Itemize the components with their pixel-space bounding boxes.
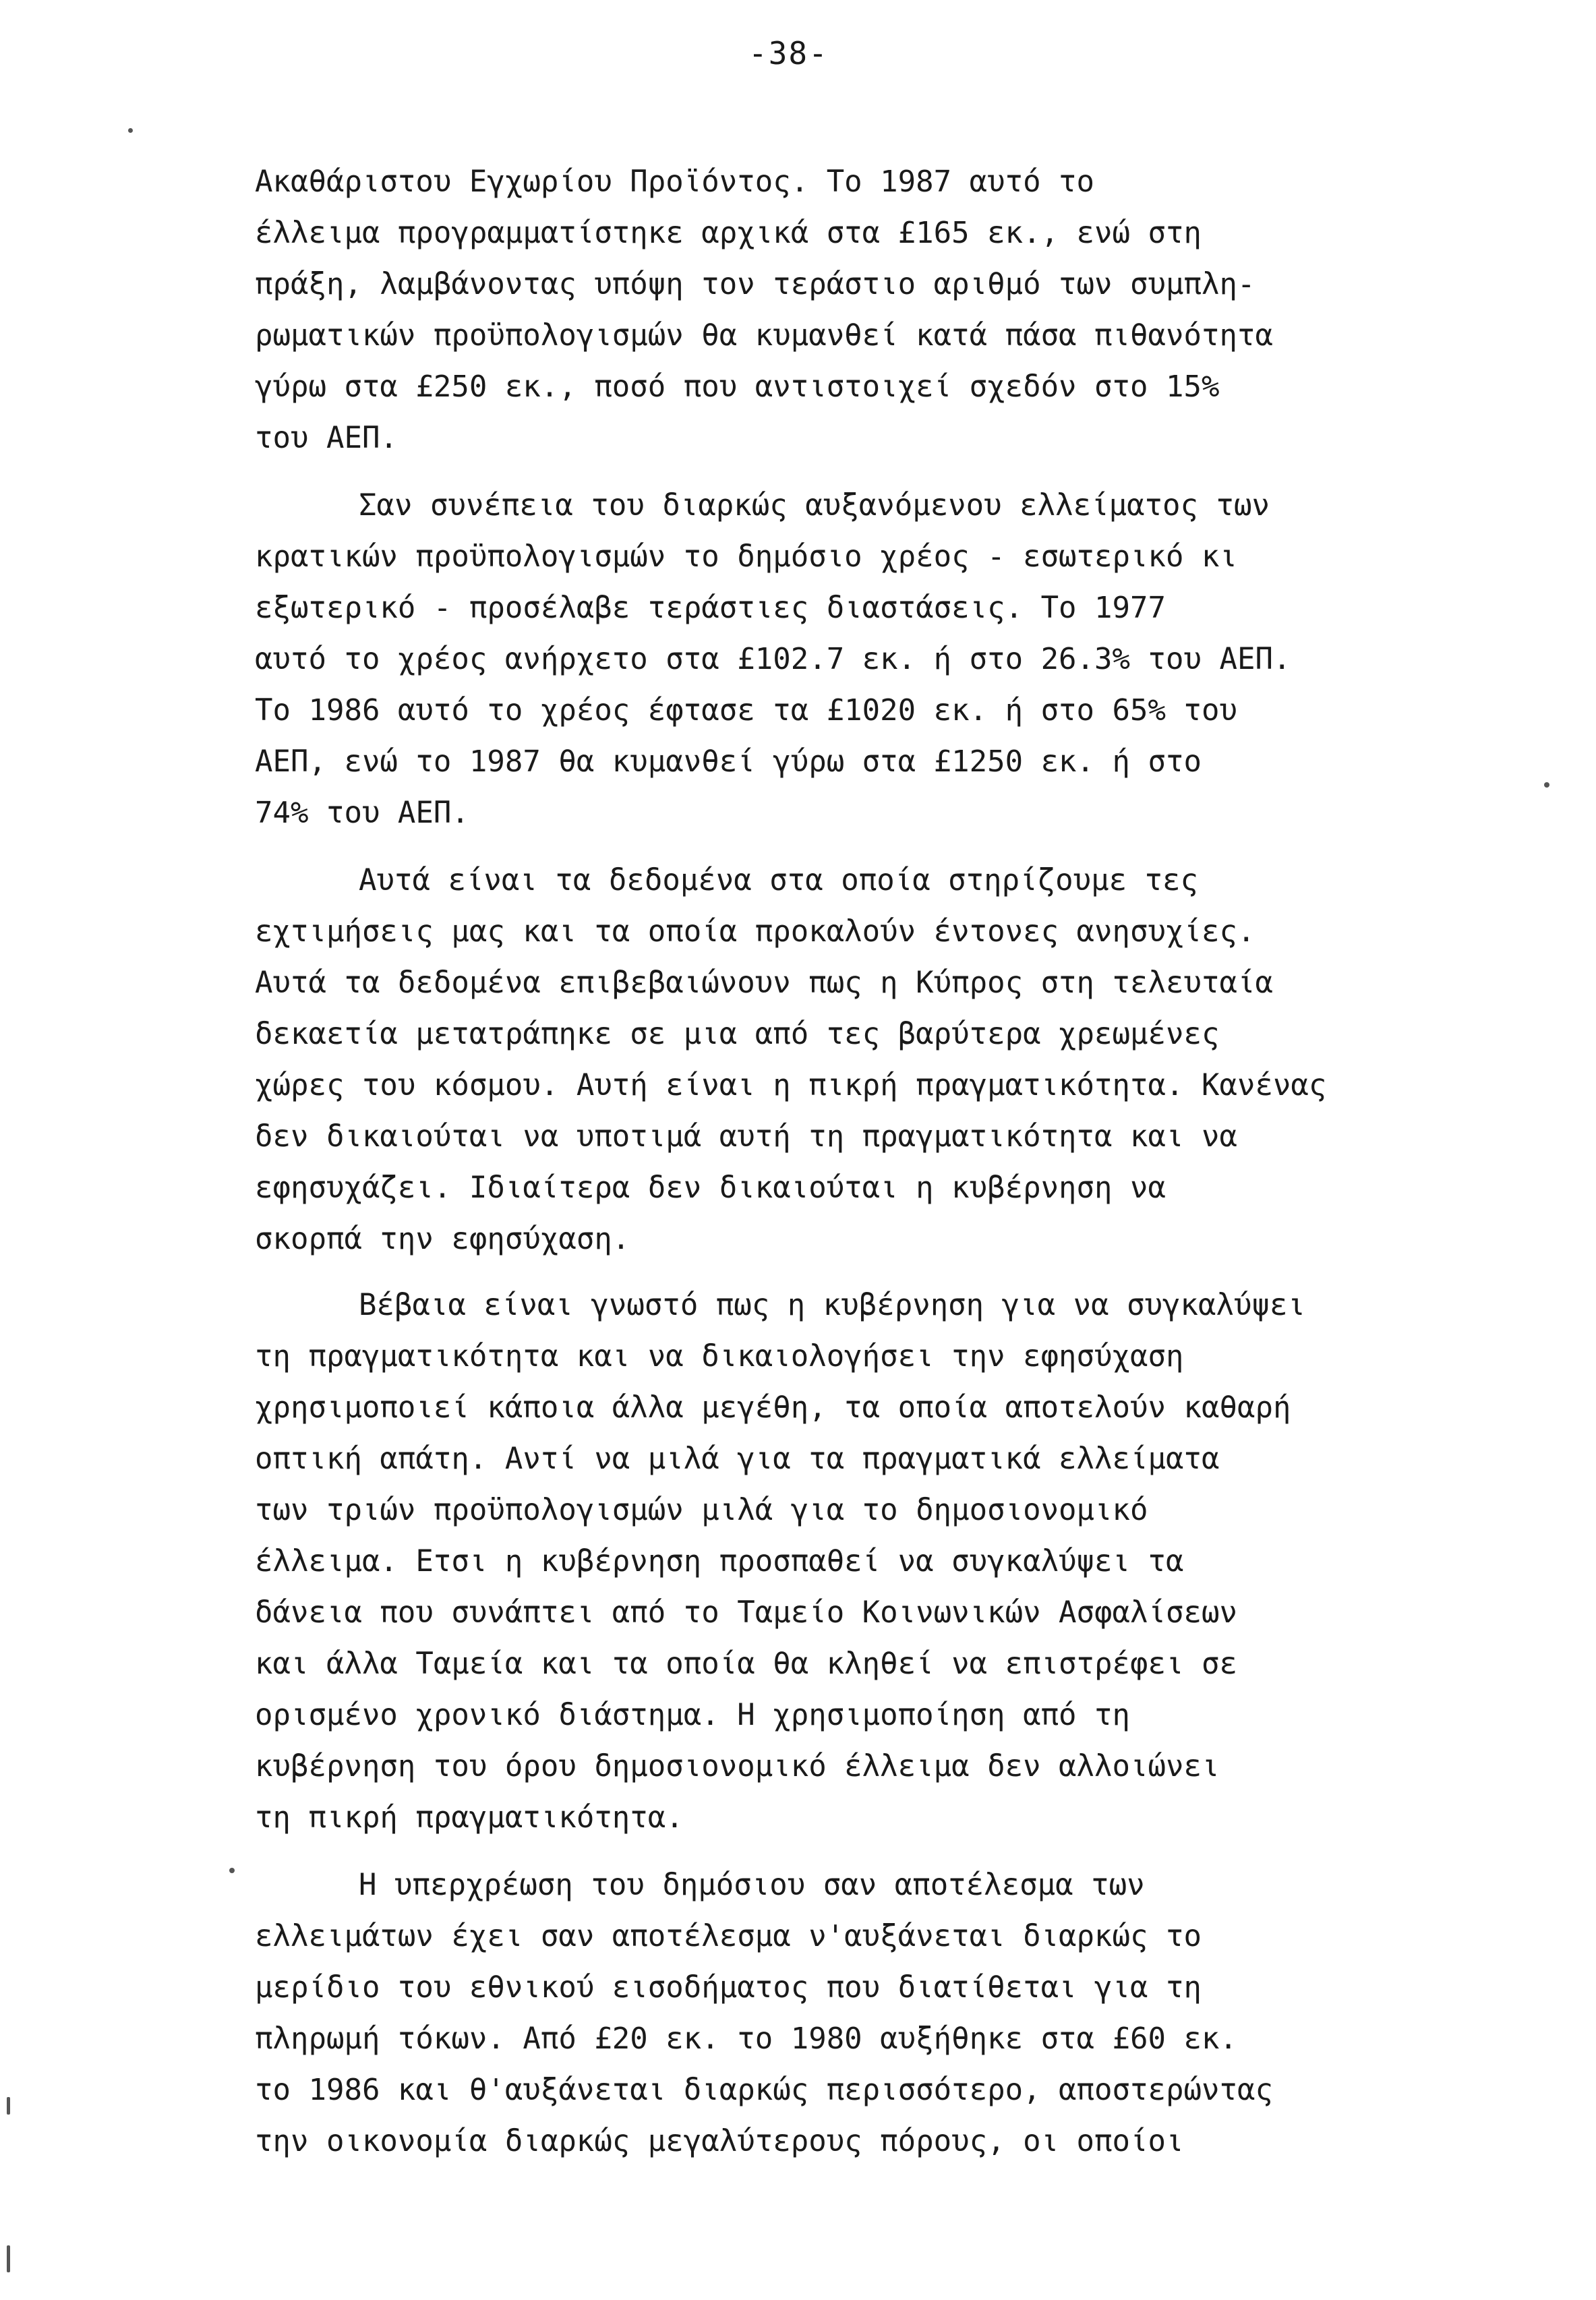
text-line: Η υπερχρέωση του δημόσιου σαν αποτέλεσμα των	[359, 1868, 1145, 1902]
text-line: τη πικρή πραγματικότητα.	[255, 1800, 684, 1835]
text-line: του ΑΕΠ.	[255, 421, 398, 455]
text-line: ορισμένο χρονικό διάστημα. Η χρησιμοποίηση από τη	[255, 1698, 1131, 1732]
text-line: εξωτερικό - προσέλαβε τεράστιες διαστάσεις. Το 1977	[255, 591, 1166, 625]
text-line: χρησιμοποιεί κάποια άλλα μεγέθη, τα οποία αποτελούν καθαρή	[255, 1390, 1291, 1425]
text-line: χώρες του κόσμου. Αυτή είναι η πικρή πραγματικότητα. Κανένας	[255, 1068, 1327, 1102]
scan-speck	[229, 1868, 235, 1873]
text-line: αυτό το χρέος ανήρχετο στα £102.7 εκ. ή στο 26.3% του ΑΕΠ.	[255, 642, 1291, 676]
paragraph-3	[255, 855, 1523, 1265]
text-line: εφησυχάζει. Ιδιαίτερα δεν δικαιούται η κυβέρνηση να	[255, 1171, 1166, 1205]
text-line: την οικονομία διαρκώς μεγαλύτερους πόρους, οι οποίοι	[255, 2124, 1184, 2158]
text-line: πληρωμή τόκων. Από £20 εκ. το 1980 αυξήθηκε στα £60 εκ.	[255, 2022, 1237, 2056]
text-line: δεν δικαιούται να υποτιμά αυτή τη πραγματικότητα και να	[255, 1119, 1237, 1154]
scan-speck	[7, 2245, 10, 2272]
text-line: Αυτά είναι τα δεδομένα στα οποία στηρίζουμε τες	[359, 863, 1199, 897]
text-line: κρατικών προϋπολογισμών το δημόσιο χρέος - εσωτερικό κι	[255, 539, 1237, 574]
text-line: έλλειμα προγραμματίστηκε αρχικά στα £165 εκ., ενώ στη	[255, 216, 1202, 250]
text-line: Βέβαια είναι γνωστό πως η κυβέρνηση για να συγκαλύψει	[359, 1288, 1305, 1322]
paragraph-1	[255, 156, 1523, 464]
text-line: πράξη, λαμβάνοντας υπόψη τον τεράστιο αριθμό των συμπλη-	[255, 267, 1255, 301]
text-line: και άλλα Ταμεία και τα οποία θα κληθεί να επιστρέφει σε	[255, 1647, 1237, 1681]
paragraph-5	[255, 1860, 1523, 2167]
text-line: ΑΕΠ, ενώ το 1987 θα κυμανθεί γύρω στα £1250 εκ. ή στο	[255, 744, 1202, 779]
scan-speck	[1544, 782, 1549, 788]
text-line: σκορπά την εφησύχαση.	[255, 1222, 630, 1256]
text-line: κυβέρνηση του όρου δημοσιονομικό έλλειμα δεν αλλοιώνει	[255, 1749, 1220, 1783]
text-line: 74% του ΑΕΠ.	[255, 796, 469, 830]
text-line: Σαν συνέπεια του διαρκώς αυξανόμενου ελλείματος των	[359, 488, 1270, 523]
scan-speck	[7, 2097, 10, 2115]
text-line: έλλειμα. Ετσι η κυβέρνηση προσπαθεί να συγκαλύψει τα	[255, 1544, 1184, 1579]
text-line: Ακαθάριστου Εγχωρίου Προϊόντος. Το 1987 αυτό το	[255, 165, 1095, 199]
text-line: το 1986 και θ'αυξάνεται διαρκώς περισσότερο, αποστερώντας	[255, 2073, 1273, 2107]
text-line: ρωματικών προϋπολογισμών θα κυμανθεί κατά πάσα πιθανότητα	[255, 318, 1273, 353]
text-line: εχτιμήσεις μας και τα οποία προκαλούν έντονες ανησυχίες.	[255, 914, 1255, 949]
scan-speck	[128, 128, 133, 133]
text-line: ελλειμάτων έχει σαν αποτέλεσμα ν'αυξάνεται διαρκώς το	[255, 1919, 1202, 1953]
text-line: Το 1986 αυτό το χρέος έφτασε τα £1020 εκ. ή στο 65% του	[255, 693, 1237, 728]
paragraph-4	[255, 1280, 1523, 1844]
paragraph-2	[255, 480, 1523, 839]
text-line: των τριών προϋπολογισμών μιλά για το δημοσιονομικό	[255, 1493, 1148, 1527]
page-number: -38-	[748, 35, 829, 71]
text-line: δάνεια που συνάπτει από το Ταμείο Κοινωνικών Ασφαλίσεων	[255, 1595, 1237, 1630]
text-line: γύρω στα £250 εκ., ποσό που αντιστοιχεί σχεδόν στο 15%	[255, 370, 1220, 404]
text-line: τη πραγματικότητα και να δικαιολογήσει την εφησύχαση	[255, 1339, 1184, 1374]
text-line: δεκαετία μετατράπηκε σε μια από τες βαρύτερα χρεωμένες	[255, 1017, 1220, 1051]
text-line: μερίδιο του εθνικού εισοδήματος που διατίθεται για τη	[255, 1970, 1202, 2005]
text-line: οπτική απάτη. Αντί να μιλά για τα πραγματικά ελλείματα	[255, 1442, 1220, 1476]
text-line: Αυτά τα δεδομένα επιβεβαιώνουν πως η Κύπρος στη τελευταία	[255, 966, 1273, 1000]
